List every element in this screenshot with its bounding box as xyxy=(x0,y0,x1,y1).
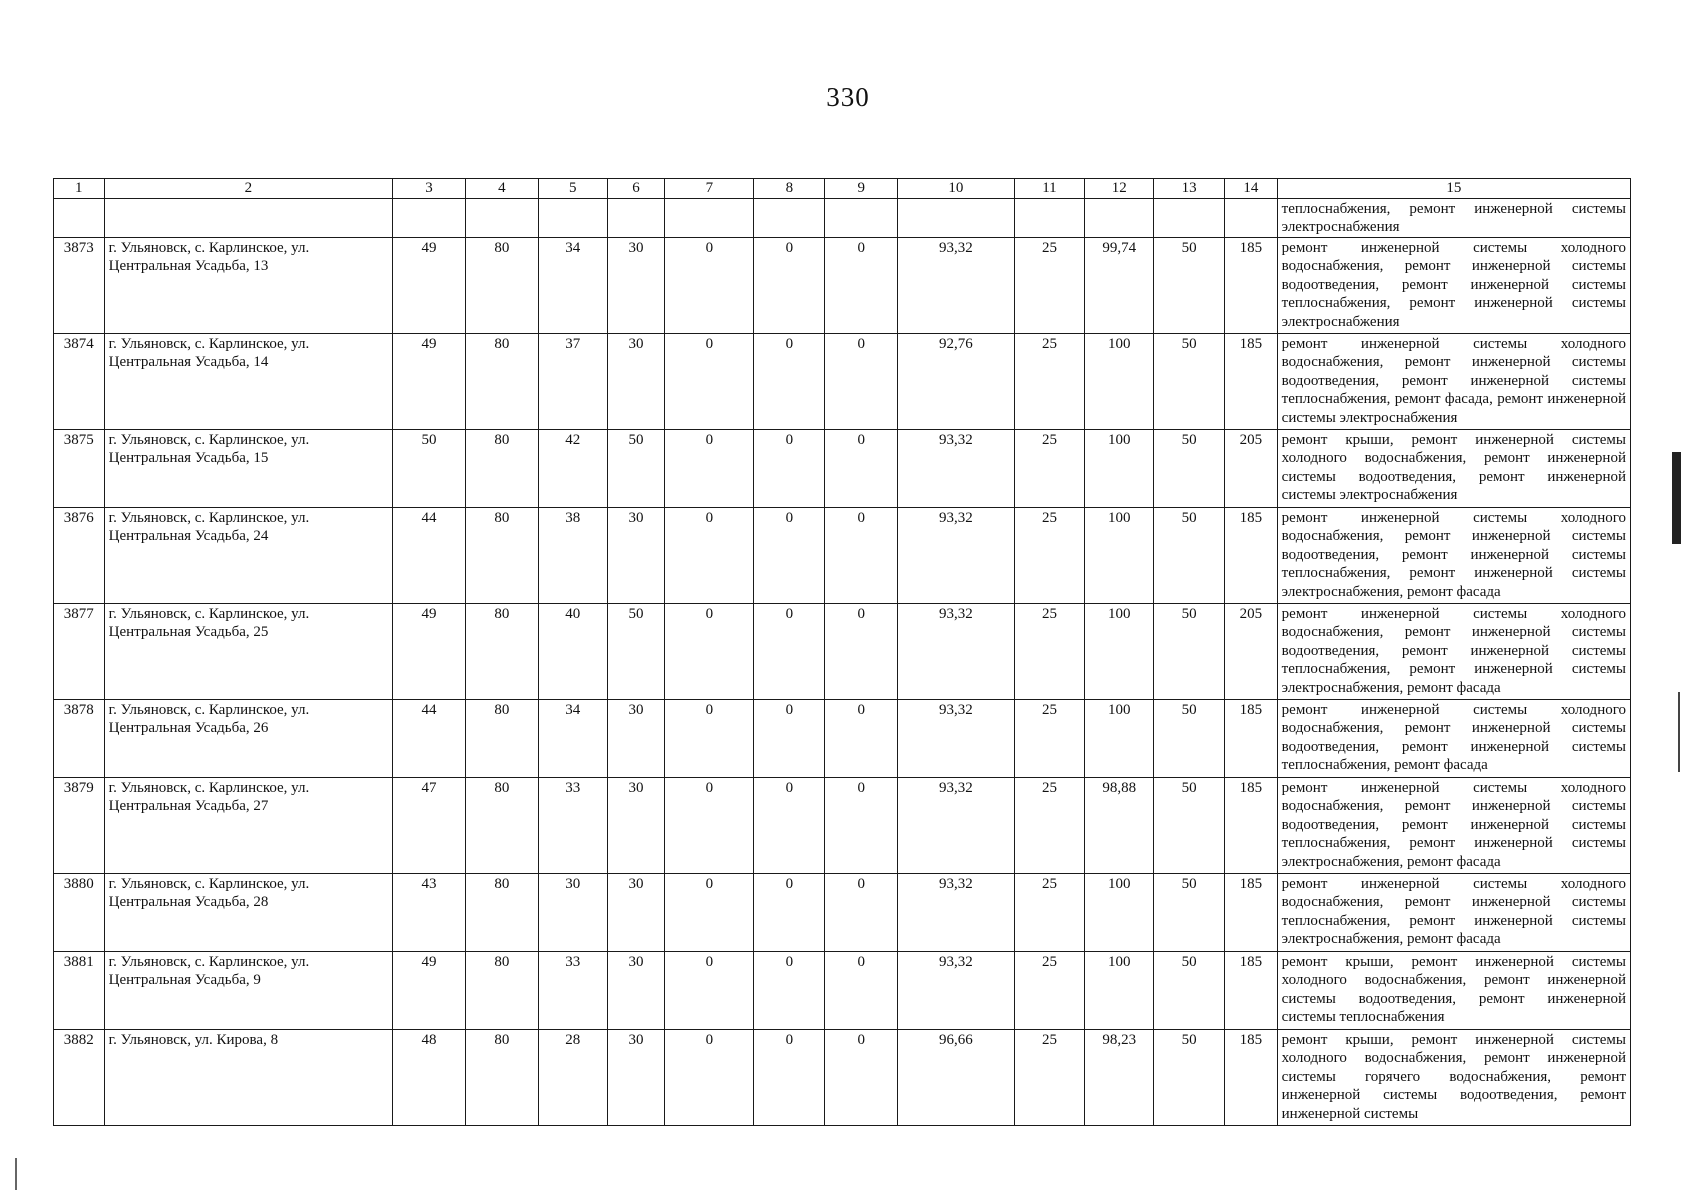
col12-cell: 100 xyxy=(1085,699,1154,777)
col11-cell: 25 xyxy=(1014,1029,1085,1125)
col9-cell: 0 xyxy=(825,237,898,333)
register-table xyxy=(53,178,1631,1126)
col-header: 8 xyxy=(754,179,825,199)
col14-cell: 185 xyxy=(1225,333,1278,429)
col3-cell: 48 xyxy=(393,1029,466,1125)
col6-cell: 30 xyxy=(607,237,665,333)
table-row xyxy=(54,603,1631,699)
address-cell: г. Ульяновск, с. Карлинское, ул. Центральная Усадьба, 15 xyxy=(104,429,392,507)
col5-cell: 28 xyxy=(538,1029,607,1125)
col7-cell: 0 xyxy=(665,333,754,429)
table-row xyxy=(54,777,1631,873)
col-header: 14 xyxy=(1225,179,1278,199)
col4-cell: 80 xyxy=(465,603,538,699)
col5-cell: 33 xyxy=(538,777,607,873)
col9-cell: 0 xyxy=(825,873,898,951)
row-number: 3875 xyxy=(54,429,105,507)
table-row xyxy=(54,333,1631,429)
col3-cell: 44 xyxy=(393,507,466,603)
col-header: 7 xyxy=(665,179,754,199)
col6-cell: 30 xyxy=(607,777,665,873)
row-number: 3874 xyxy=(54,333,105,429)
empty-cell xyxy=(665,198,754,237)
col5-cell: 33 xyxy=(538,951,607,1029)
col4-cell: 80 xyxy=(465,429,538,507)
col13-cell: 50 xyxy=(1154,507,1225,603)
col3-cell: 47 xyxy=(393,777,466,873)
col13-cell: 50 xyxy=(1154,699,1225,777)
address-cell: г. Ульяновск, с. Карлинское, ул. Центральная Усадьба, 26 xyxy=(104,699,392,777)
row-number: 3873 xyxy=(54,237,105,333)
col5-cell: 30 xyxy=(538,873,607,951)
empty-cell xyxy=(1225,198,1278,237)
col7-cell: 0 xyxy=(665,507,754,603)
col9-cell: 0 xyxy=(825,951,898,1029)
empty-cell xyxy=(607,198,665,237)
col4-cell: 80 xyxy=(465,951,538,1029)
col13-cell: 50 xyxy=(1154,951,1225,1029)
col-header: 9 xyxy=(825,179,898,199)
col5-cell: 40 xyxy=(538,603,607,699)
col8-cell: 0 xyxy=(754,1029,825,1125)
header-row xyxy=(54,179,1631,199)
row-number: 3877 xyxy=(54,603,105,699)
address-cell: г. Ульяновск, с. Карлинское, ул. Центральная Усадьба, 28 xyxy=(104,873,392,951)
col4-cell: 80 xyxy=(465,237,538,333)
address-cell: г. Ульяновск, с. Карлинское, ул. Центральная Усадьба, 25 xyxy=(104,603,392,699)
col5-cell: 37 xyxy=(538,333,607,429)
empty-cell xyxy=(1085,198,1154,237)
col14-cell: 205 xyxy=(1225,603,1278,699)
col12-cell: 100 xyxy=(1085,333,1154,429)
empty-cell xyxy=(898,198,1014,237)
col8-cell: 0 xyxy=(754,333,825,429)
col11-cell: 25 xyxy=(1014,699,1085,777)
col8-cell: 0 xyxy=(754,237,825,333)
col-header: 3 xyxy=(393,179,466,199)
col-header: 11 xyxy=(1014,179,1085,199)
col7-cell: 0 xyxy=(665,873,754,951)
row-number: 3881 xyxy=(54,951,105,1029)
col10-cell: 93,32 xyxy=(898,873,1014,951)
col3-cell: 49 xyxy=(393,951,466,1029)
col13-cell: 50 xyxy=(1154,333,1225,429)
row-number: 3878 xyxy=(54,699,105,777)
col-header: 15 xyxy=(1277,179,1630,199)
col8-cell: 0 xyxy=(754,951,825,1029)
col6-cell: 30 xyxy=(607,333,665,429)
col13-cell: 50 xyxy=(1154,429,1225,507)
col12-cell: 98,23 xyxy=(1085,1029,1154,1125)
col4-cell: 80 xyxy=(465,699,538,777)
col3-cell: 49 xyxy=(393,603,466,699)
page-number: 330 xyxy=(826,82,870,112)
col11-cell: 25 xyxy=(1014,603,1085,699)
col6-cell: 30 xyxy=(607,699,665,777)
col6-cell: 30 xyxy=(607,873,665,951)
col11-cell: 25 xyxy=(1014,777,1085,873)
col3-cell: 50 xyxy=(393,429,466,507)
col3-cell: 43 xyxy=(393,873,466,951)
row-number: 3876 xyxy=(54,507,105,603)
empty-cell xyxy=(754,198,825,237)
empty-cell xyxy=(104,198,392,237)
col14-cell: 185 xyxy=(1225,507,1278,603)
col9-cell: 0 xyxy=(825,507,898,603)
work-cell: ремонт инженерной системы холодного водоснабжения, ремонт инженерной системы теплоснабжения, ремонт инженерной системы электроснабжения, ремонт фасада xyxy=(1277,873,1630,951)
col12-cell: 100 xyxy=(1085,951,1154,1029)
col6-cell: 30 xyxy=(607,1029,665,1125)
col-header: 6 xyxy=(607,179,665,199)
col8-cell: 0 xyxy=(754,777,825,873)
col11-cell: 25 xyxy=(1014,873,1085,951)
work-cell: ремонт крыши, ремонт инженерной системы холодного водоснабжения, ремонт инженерной системы водоотведения, ремонт инженерной системы электроснабжения xyxy=(1277,429,1630,507)
col-header: 13 xyxy=(1154,179,1225,199)
empty-cell xyxy=(465,198,538,237)
continued-row xyxy=(54,198,1631,237)
work-cell: ремонт инженерной системы холодного водоснабжения, ремонт инженерной системы водоотведения, ремонт инженерной системы теплоснабжения, ремонт фасада, ремонт инженерной системы электроснабжения xyxy=(1277,333,1630,429)
row-number: 3880 xyxy=(54,873,105,951)
col10-cell: 93,32 xyxy=(898,429,1014,507)
col13-cell: 50 xyxy=(1154,237,1225,333)
col9-cell: 0 xyxy=(825,429,898,507)
col7-cell: 0 xyxy=(665,1029,754,1125)
col-header: 12 xyxy=(1085,179,1154,199)
col13-cell: 50 xyxy=(1154,777,1225,873)
col12-cell: 100 xyxy=(1085,603,1154,699)
col10-cell: 96,66 xyxy=(898,1029,1014,1125)
col14-cell: 185 xyxy=(1225,777,1278,873)
work-cell: ремонт инженерной системы холодного водоснабжения, ремонт инженерной системы водоотведения, ремонт инженерной системы теплоснабжения, ремонт инженерной системы электроснабжения xyxy=(1277,237,1630,333)
col12-cell: 99,74 xyxy=(1085,237,1154,333)
col4-cell: 80 xyxy=(465,333,538,429)
col14-cell: 185 xyxy=(1225,951,1278,1029)
empty-cell xyxy=(393,198,466,237)
col12-cell: 100 xyxy=(1085,429,1154,507)
col9-cell: 0 xyxy=(825,699,898,777)
col7-cell: 0 xyxy=(665,603,754,699)
col13-cell: 50 xyxy=(1154,603,1225,699)
col9-cell: 0 xyxy=(825,777,898,873)
col12-cell: 100 xyxy=(1085,507,1154,603)
col10-cell: 93,32 xyxy=(898,699,1014,777)
col10-cell: 93,32 xyxy=(898,777,1014,873)
empty-cell xyxy=(54,198,105,237)
address-cell: г. Ульяновск, с. Карлинское, ул. Центральная Усадьба, 24 xyxy=(104,507,392,603)
col-header: 10 xyxy=(898,179,1014,199)
col6-cell: 30 xyxy=(607,951,665,1029)
address-cell: г. Ульяновск, с. Карлинское, ул. Центральная Усадьба, 13 xyxy=(104,237,392,333)
col4-cell: 80 xyxy=(465,873,538,951)
work-cell: ремонт инженерной системы холодного водоснабжения, ремонт инженерной системы водоотведения, ремонт инженерной системы теплоснабжения, ремонт инженерной системы электроснабжения, ремонт фасада xyxy=(1277,603,1630,699)
col3-cell: 49 xyxy=(393,333,466,429)
col12-cell: 100 xyxy=(1085,873,1154,951)
table-row xyxy=(54,1029,1631,1125)
empty-cell xyxy=(825,198,898,237)
address-cell: г. Ульяновск, с. Карлинское, ул. Центральная Усадьба, 27 xyxy=(104,777,392,873)
col8-cell: 0 xyxy=(754,699,825,777)
col3-cell: 44 xyxy=(393,699,466,777)
work-cell: ремонт инженерной системы холодного водоснабжения, ремонт инженерной системы водоотведения, ремонт инженерной системы теплоснабжения, ремонт инженерной системы электроснабжения, ремонт фасада xyxy=(1277,507,1630,603)
row-number: 3879 xyxy=(54,777,105,873)
col10-cell: 93,32 xyxy=(898,951,1014,1029)
col14-cell: 185 xyxy=(1225,873,1278,951)
col7-cell: 0 xyxy=(665,777,754,873)
col8-cell: 0 xyxy=(754,507,825,603)
table-row xyxy=(54,237,1631,333)
col-header: 1 xyxy=(54,179,105,199)
col4-cell: 80 xyxy=(465,507,538,603)
col-header: 4 xyxy=(465,179,538,199)
col11-cell: 25 xyxy=(1014,507,1085,603)
empty-cell xyxy=(538,198,607,237)
col14-cell: 185 xyxy=(1225,699,1278,777)
table-row xyxy=(54,699,1631,777)
col-header: 5 xyxy=(538,179,607,199)
col7-cell: 0 xyxy=(665,699,754,777)
address-cell: г. Ульяновск, ул. Кирова, 8 xyxy=(104,1029,392,1125)
empty-cell xyxy=(1154,198,1225,237)
col3-cell: 49 xyxy=(393,237,466,333)
table-row xyxy=(54,951,1631,1029)
scan-edge-mark xyxy=(15,1158,17,1190)
col9-cell: 0 xyxy=(825,603,898,699)
col8-cell: 0 xyxy=(754,873,825,951)
table-row xyxy=(54,507,1631,603)
scan-edge-mark xyxy=(1672,452,1681,544)
col8-cell: 0 xyxy=(754,429,825,507)
col6-cell: 30 xyxy=(607,507,665,603)
col8-cell: 0 xyxy=(754,603,825,699)
scan-edge-mark xyxy=(1678,692,1680,772)
address-cell: г. Ульяновск, с. Карлинское, ул. Центральная Усадьба, 14 xyxy=(104,333,392,429)
col11-cell: 25 xyxy=(1014,951,1085,1029)
col14-cell: 185 xyxy=(1225,1029,1278,1125)
col9-cell: 0 xyxy=(825,1029,898,1125)
col10-cell: 93,32 xyxy=(898,603,1014,699)
col7-cell: 0 xyxy=(665,429,754,507)
col10-cell: 93,32 xyxy=(898,237,1014,333)
col5-cell: 34 xyxy=(538,699,607,777)
col12-cell: 98,88 xyxy=(1085,777,1154,873)
table-row xyxy=(54,873,1631,951)
col4-cell: 80 xyxy=(465,1029,538,1125)
col7-cell: 0 xyxy=(665,951,754,1029)
col5-cell: 42 xyxy=(538,429,607,507)
address-cell: г. Ульяновск, с. Карлинское, ул. Центральная Усадьба, 9 xyxy=(104,951,392,1029)
row-number: 3882 xyxy=(54,1029,105,1125)
table-row xyxy=(54,429,1631,507)
col6-cell: 50 xyxy=(607,429,665,507)
col13-cell: 50 xyxy=(1154,1029,1225,1125)
work-cell: ремонт инженерной системы холодного водоснабжения, ремонт инженерной системы водоотведения, ремонт инженерной системы теплоснабжения, ремонт фасада xyxy=(1277,699,1630,777)
col13-cell: 50 xyxy=(1154,873,1225,951)
col7-cell: 0 xyxy=(665,237,754,333)
col5-cell: 34 xyxy=(538,237,607,333)
work-cell: ремонт крыши, ремонт инженерной системы холодного водоснабжения, ремонт инженерной системы горячего водоснабжения, ремонт инженерной системы водоотведения, ремонт инженерной системы xyxy=(1277,1029,1630,1125)
col14-cell: 205 xyxy=(1225,429,1278,507)
col9-cell: 0 xyxy=(825,333,898,429)
col4-cell: 80 xyxy=(465,777,538,873)
col11-cell: 25 xyxy=(1014,333,1085,429)
empty-cell xyxy=(1014,198,1085,237)
work-cell: теплоснабжения, ремонт инженерной системы электроснабжения xyxy=(1277,198,1630,237)
col14-cell: 185 xyxy=(1225,237,1278,333)
work-cell: ремонт крыши, ремонт инженерной системы холодного водоснабжения, ремонт инженерной системы водоотведения, ремонт инженерной системы теплоснабжения xyxy=(1277,951,1630,1029)
col6-cell: 50 xyxy=(607,603,665,699)
col-header: 2 xyxy=(104,179,392,199)
col5-cell: 38 xyxy=(538,507,607,603)
col10-cell: 92,76 xyxy=(898,333,1014,429)
col10-cell: 93,32 xyxy=(898,507,1014,603)
col11-cell: 25 xyxy=(1014,429,1085,507)
col11-cell: 25 xyxy=(1014,237,1085,333)
work-cell: ремонт инженерной системы холодного водоснабжения, ремонт инженерной системы водоотведения, ремонт инженерной системы теплоснабжения, ремонт инженерной системы электроснабжения, ремонт фасада xyxy=(1277,777,1630,873)
